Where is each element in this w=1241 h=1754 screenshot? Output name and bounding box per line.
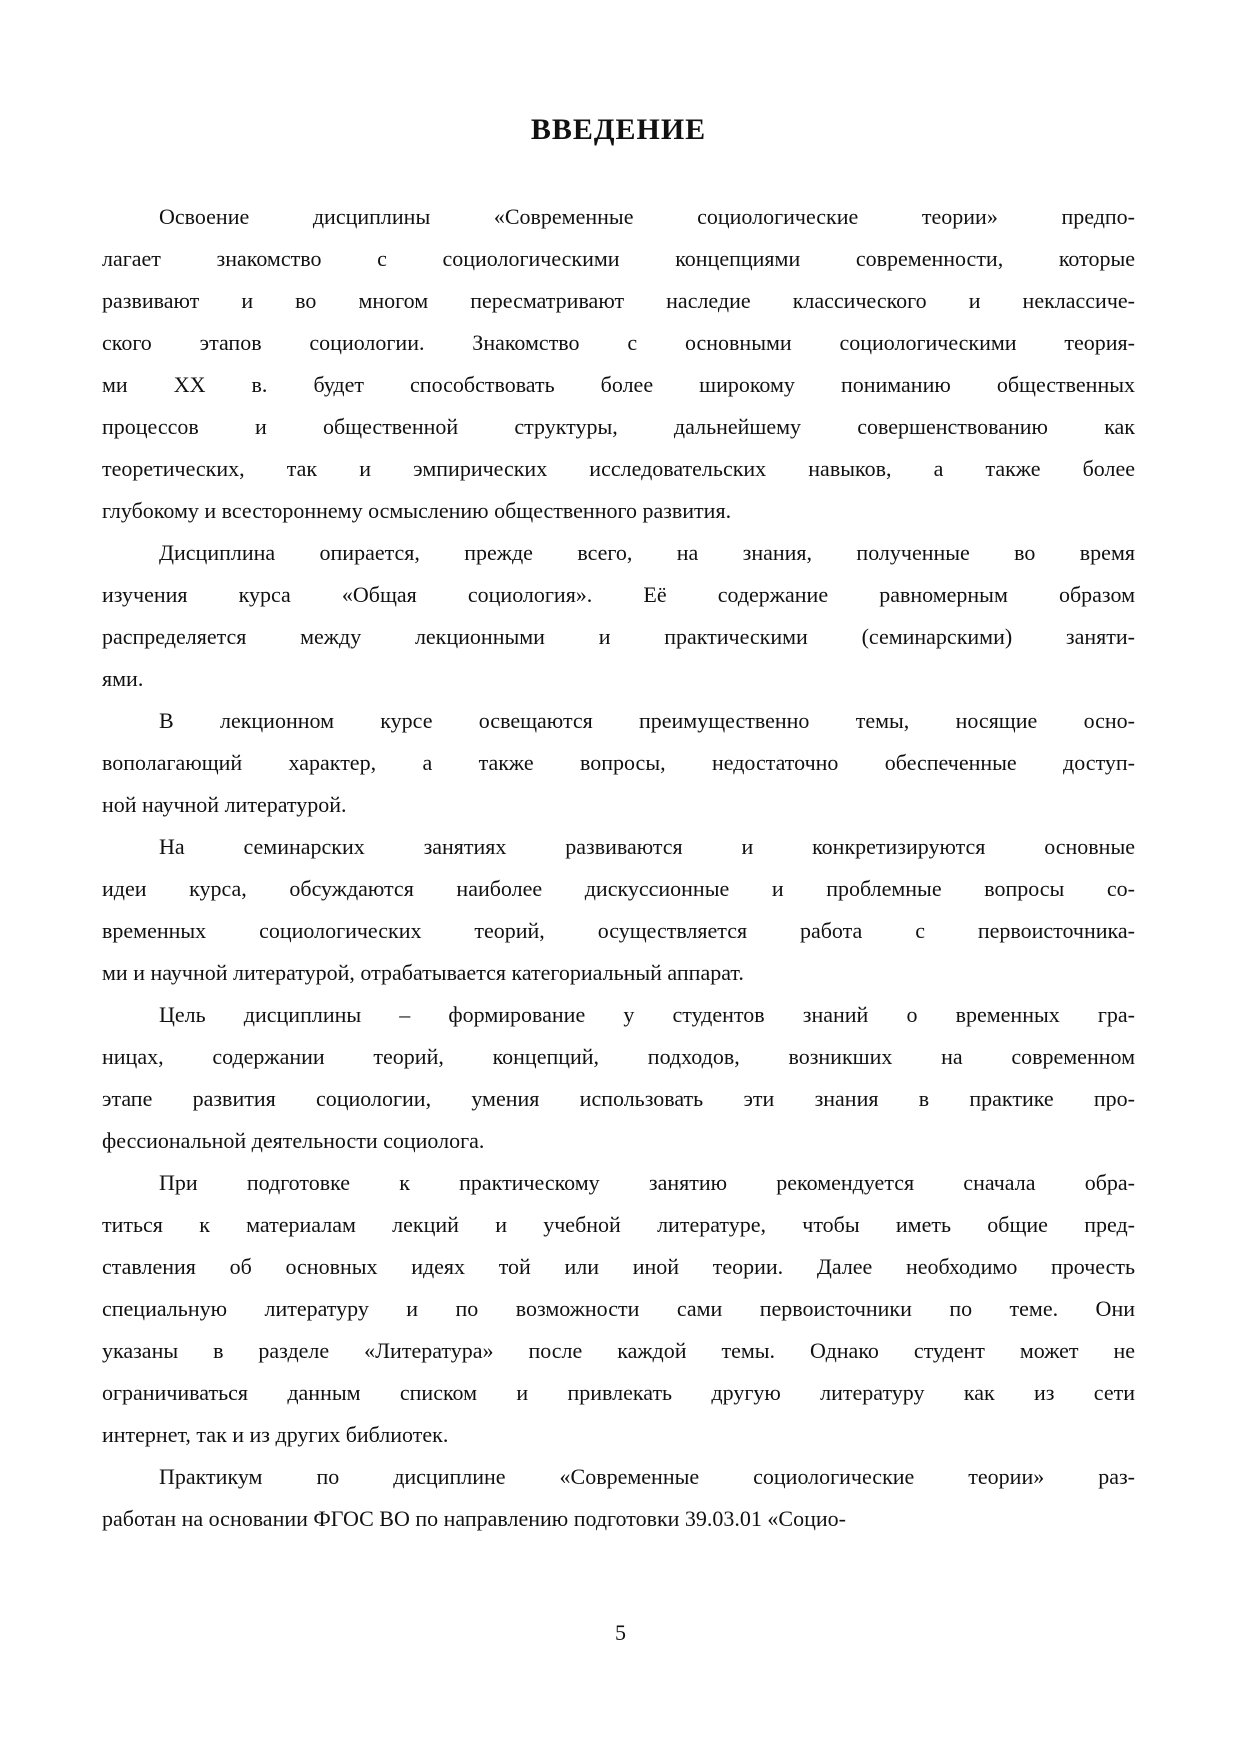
paragraph <box>102 826 1135 994</box>
text-line: развивают и во многом пересматривают наследие классического и неклассиче- <box>102 288 1135 313</box>
page-number: 5 <box>615 1620 626 1645</box>
paragraph <box>102 700 1135 826</box>
text-line: Дисциплина опирается, прежде всего, на знания, полученные во время <box>159 540 1135 565</box>
page-title: ВВЕДЕНИЕ <box>530 113 707 146</box>
text-line: ми XX в. будет способствовать более широкому пониманию общественных <box>102 372 1135 397</box>
text-line: временных социологических теорий, осуществляется работа с первоисточника- <box>102 918 1135 943</box>
text-line: На семинарских занятиях развиваются и конкретизируются основные <box>159 834 1135 859</box>
paragraph <box>102 1456 1135 1540</box>
text-line: работан на основании ФГОС ВО по направлению подготовки 39.03.01 «Социо- <box>102 1506 846 1531</box>
text-line: изучения курса «Общая социология». Её содержание равномерным образом <box>102 582 1135 607</box>
text-line: ставления об основных идеях той или иной теории. Далее необходимо прочесть <box>102 1254 1135 1279</box>
text-line: Практикум по дисциплине «Современные социологические теории» раз- <box>159 1464 1135 1489</box>
text-body <box>102 196 1135 1540</box>
text-line: интернет, так и из других библиотек. <box>102 1422 449 1447</box>
text-line: распределяется между лекционными и практическими (семинарскими) заняти- <box>102 624 1135 649</box>
text-line: ского этапов социологии. Знакомство с основными социологическими теория- <box>102 330 1135 355</box>
text-line: ями. <box>102 666 144 691</box>
text-line: ограничиваться данным списком и привлекать другую литературу как из сети <box>102 1380 1135 1405</box>
text-line: лагает знакомство с социологическими концепциями современности, которые <box>102 246 1135 271</box>
text-line: указаны в разделе «Литература» после каждой темы. Однако студент может не <box>102 1338 1135 1363</box>
text-line: фессиональной деятельности социолога. <box>102 1128 485 1153</box>
text-line: идеи курса, обсуждаются наиболее дискуссионные и проблемные вопросы со- <box>102 876 1135 901</box>
text-line: процессов и общественной структуры, дальнейшему совершенствованию как <box>102 414 1135 439</box>
paragraph <box>102 1162 1135 1456</box>
paragraph <box>102 532 1135 700</box>
text-line: этапе развития социологии, умения использовать эти знания в практике про- <box>102 1086 1135 1111</box>
text-line: При подготовке к практическому занятию рекомендуется сначала обра- <box>159 1170 1135 1195</box>
paragraph <box>102 196 1135 532</box>
paragraph <box>102 994 1135 1162</box>
text-line: ной научной литературой. <box>102 792 347 817</box>
text-line: В лекционном курсе освещаются преимущественно темы, носящие осно- <box>159 708 1135 733</box>
text-line: Цель дисциплины – формирование у студентов знаний о временных гра- <box>159 1002 1135 1027</box>
text-line: Освоение дисциплины «Современные социологические теории» предпо- <box>159 204 1135 229</box>
text-line: титься к материалам лекций и учебной литературе, чтобы иметь общие пред- <box>102 1212 1135 1237</box>
text-line: глубокому и всестороннему осмыслению общественного развития. <box>102 498 732 523</box>
text-line: ницах, содержании теорий, концепций, подходов, возникших на современном <box>102 1044 1135 1069</box>
text-line: ми и научной литературой, отрабатывается категориальный аппарат. <box>102 960 744 985</box>
text-line: специальную литературу и по возможности сами первоисточники по теме. Они <box>102 1296 1135 1321</box>
text-line: теоретических, так и эмпирических исследовательских навыков, а также более <box>102 456 1135 481</box>
text-line: вополагающий характер, а также вопросы, недостаточно обеспеченные доступ- <box>102 750 1135 775</box>
